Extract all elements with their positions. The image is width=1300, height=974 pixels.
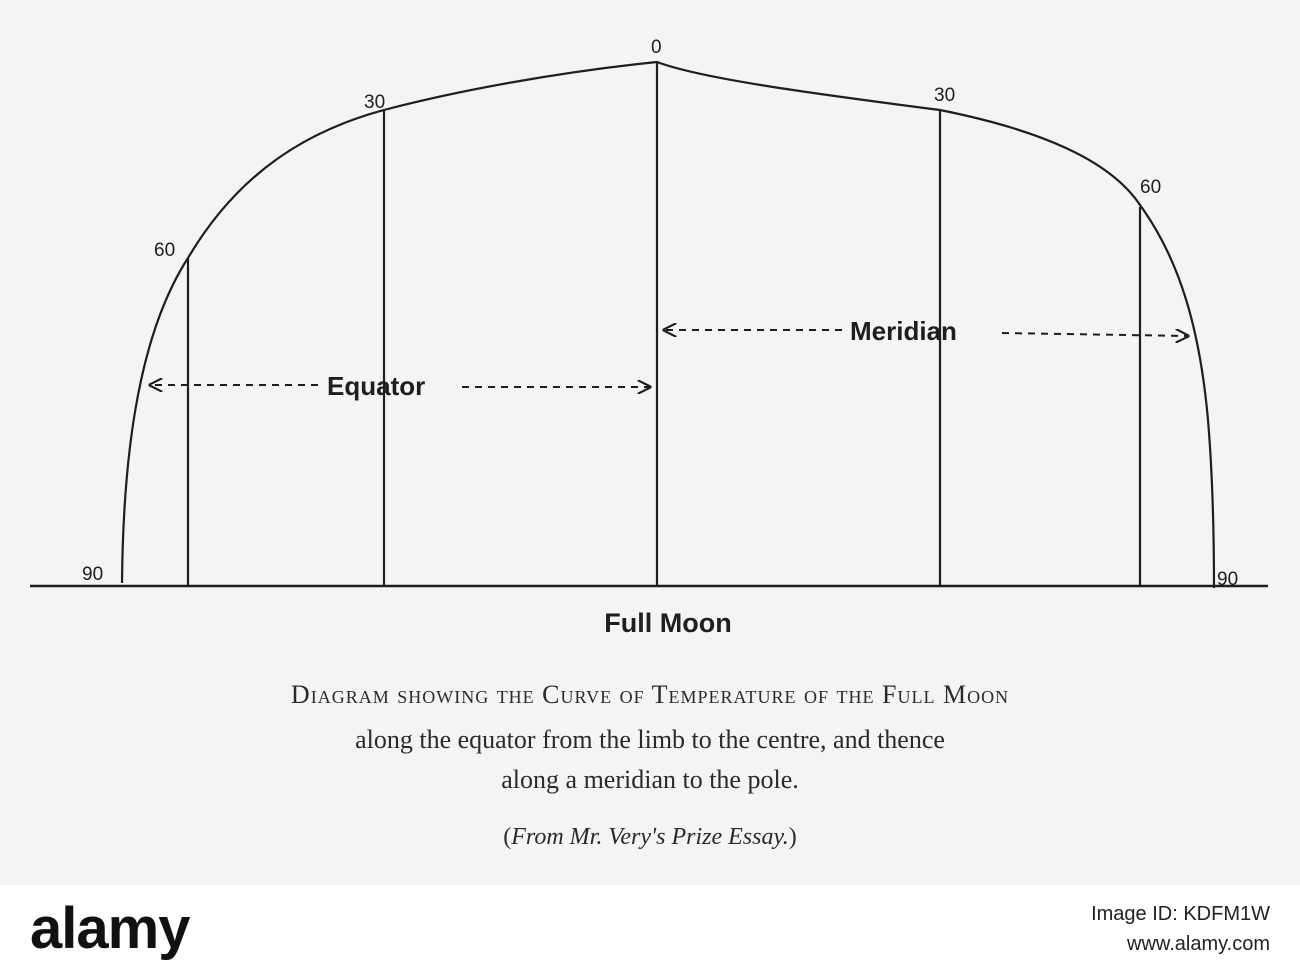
caption-line-2: along the equator from the limb to the centre, and thence — [355, 725, 945, 754]
caption-line-3: along a meridian to the pole. — [501, 765, 799, 794]
caption-line-1: Diagram showing the Curve of Temperature of the Full Moon — [290, 680, 1010, 709]
label-right-60: 60 — [1140, 177, 1162, 198]
watermark-bar — [0, 885, 1300, 974]
caption-source-open: ( — [503, 824, 512, 850]
full-moon-label: Full Moon — [604, 608, 732, 638]
label-top-zero: 0 — [651, 37, 662, 58]
meridian-arrow-right — [1002, 333, 1188, 336]
temperature-curve — [122, 62, 1214, 588]
watermark-site: www.alamy.com — [1127, 933, 1270, 955]
equator-label: Equator — [327, 371, 426, 401]
watermark-image-id: Image ID: KDFM1W — [1091, 903, 1270, 925]
caption-source-close: ) — [788, 824, 797, 850]
watermark-logo: alamy — [30, 896, 190, 961]
caption-source-text: From Mr. Very's Prize Essay. — [511, 824, 789, 850]
label-left-90: 90 — [82, 564, 104, 585]
label-right-30: 30 — [934, 85, 956, 106]
label-right-90: 90 — [1217, 569, 1239, 590]
meridian-label: Meridian — [850, 316, 957, 346]
label-left-60: 60 — [154, 240, 176, 261]
label-left-30: 30 — [364, 92, 386, 113]
caption-source — [0, 824, 1300, 851]
watermark-info — [1091, 899, 1270, 959]
